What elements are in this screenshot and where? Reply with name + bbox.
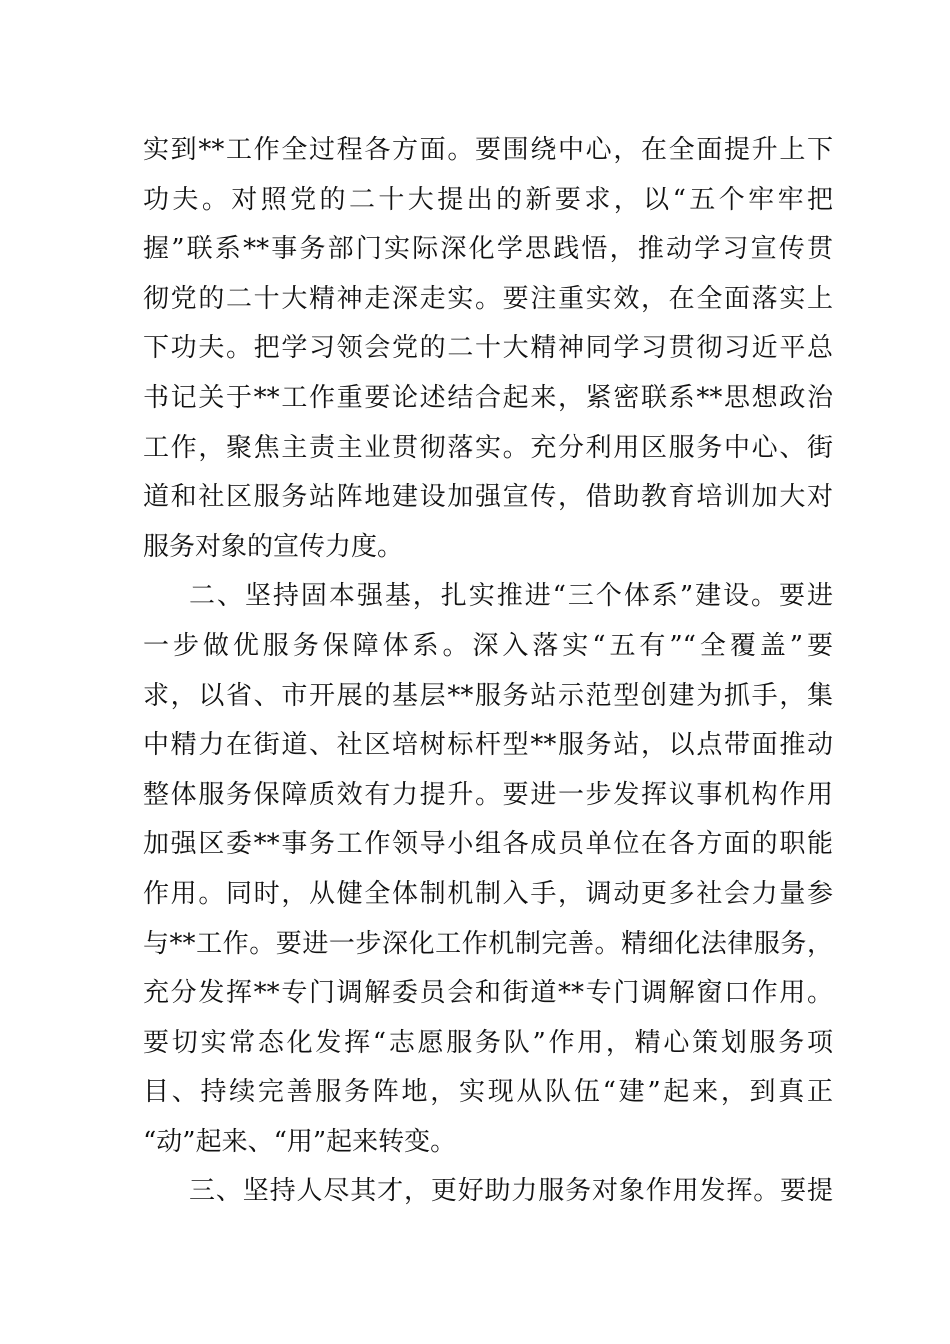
paragraph-3 [143, 1167, 833, 1217]
text-line: 充分发挥**专门调解委员会和街道**专门调解窗口作用。 [143, 978, 833, 1009]
text-line: 道和社区服务站阵地建设加强宣传，借助教育培训加大对 [143, 482, 833, 513]
paragraph-2 [143, 572, 833, 1167]
text-line: 书记关于**工作重要论述结合起来，紧密联系**思想政治 [143, 382, 833, 413]
text-line: 握”联系**事务部门实际深化学思践悟，推动学习宣传贯 [143, 234, 833, 265]
text-line: 目、持续完善服务阵地，实现从队伍“建”起来，到真正 [143, 1077, 833, 1108]
text-line: 求，以省、市开展的基层**服务站示范型创建为抓手，集 [143, 680, 833, 711]
text-line: 要切实常态化发挥“志愿服务队”作用，精心策划服务项 [143, 1027, 833, 1058]
text-line: 功夫。对照党的二十大提出的新要求，以“五个牢牢把 [143, 184, 833, 215]
text-line: 工作，聚焦主责主业贯彻落实。充分利用区服务中心、街 [143, 432, 833, 463]
paragraph-1 [143, 126, 833, 572]
text-line: “动”起来、“用”起来转变。 [143, 1126, 457, 1157]
text-line: 下功夫。把学习领会党的二十大精神同学习贯彻习近平总 [143, 333, 833, 364]
text-line: 与**工作。要进一步深化工作机制完善。精细化法律服务， [143, 928, 833, 959]
text-line: 作用。同时，从健全体制机制入手，调动更多社会力量参 [143, 878, 833, 909]
text-line: 三、坚持人尽其才，更好助力服务对象作用发挥。要提 [189, 1176, 833, 1207]
text-line: 二、坚持固本强基，扎实推进“三个体系”建设。要进 [189, 581, 833, 612]
text-line: 加强区委**事务工作领导小组各成员单位在各方面的职能 [143, 829, 833, 860]
text-line: 彻党的二十大精神走深走实。要注重实效，在全面落实上 [143, 283, 833, 314]
text-line: 实到**工作全过程各方面。要围绕中心，在全面提升上下 [143, 135, 833, 165]
text-line: 整体服务保障质效有力提升。要进一步发挥议事机构作用 [143, 779, 833, 810]
document-body [143, 126, 833, 1217]
text-line: 一步做优服务保障体系。深入落实“五有”“全覆盖”要 [143, 630, 833, 661]
text-line: 中精力在街道、社区培树标杆型**服务站，以点带面推动 [143, 730, 833, 761]
text-line: 服务对象的宣传力度。 [143, 531, 404, 562]
